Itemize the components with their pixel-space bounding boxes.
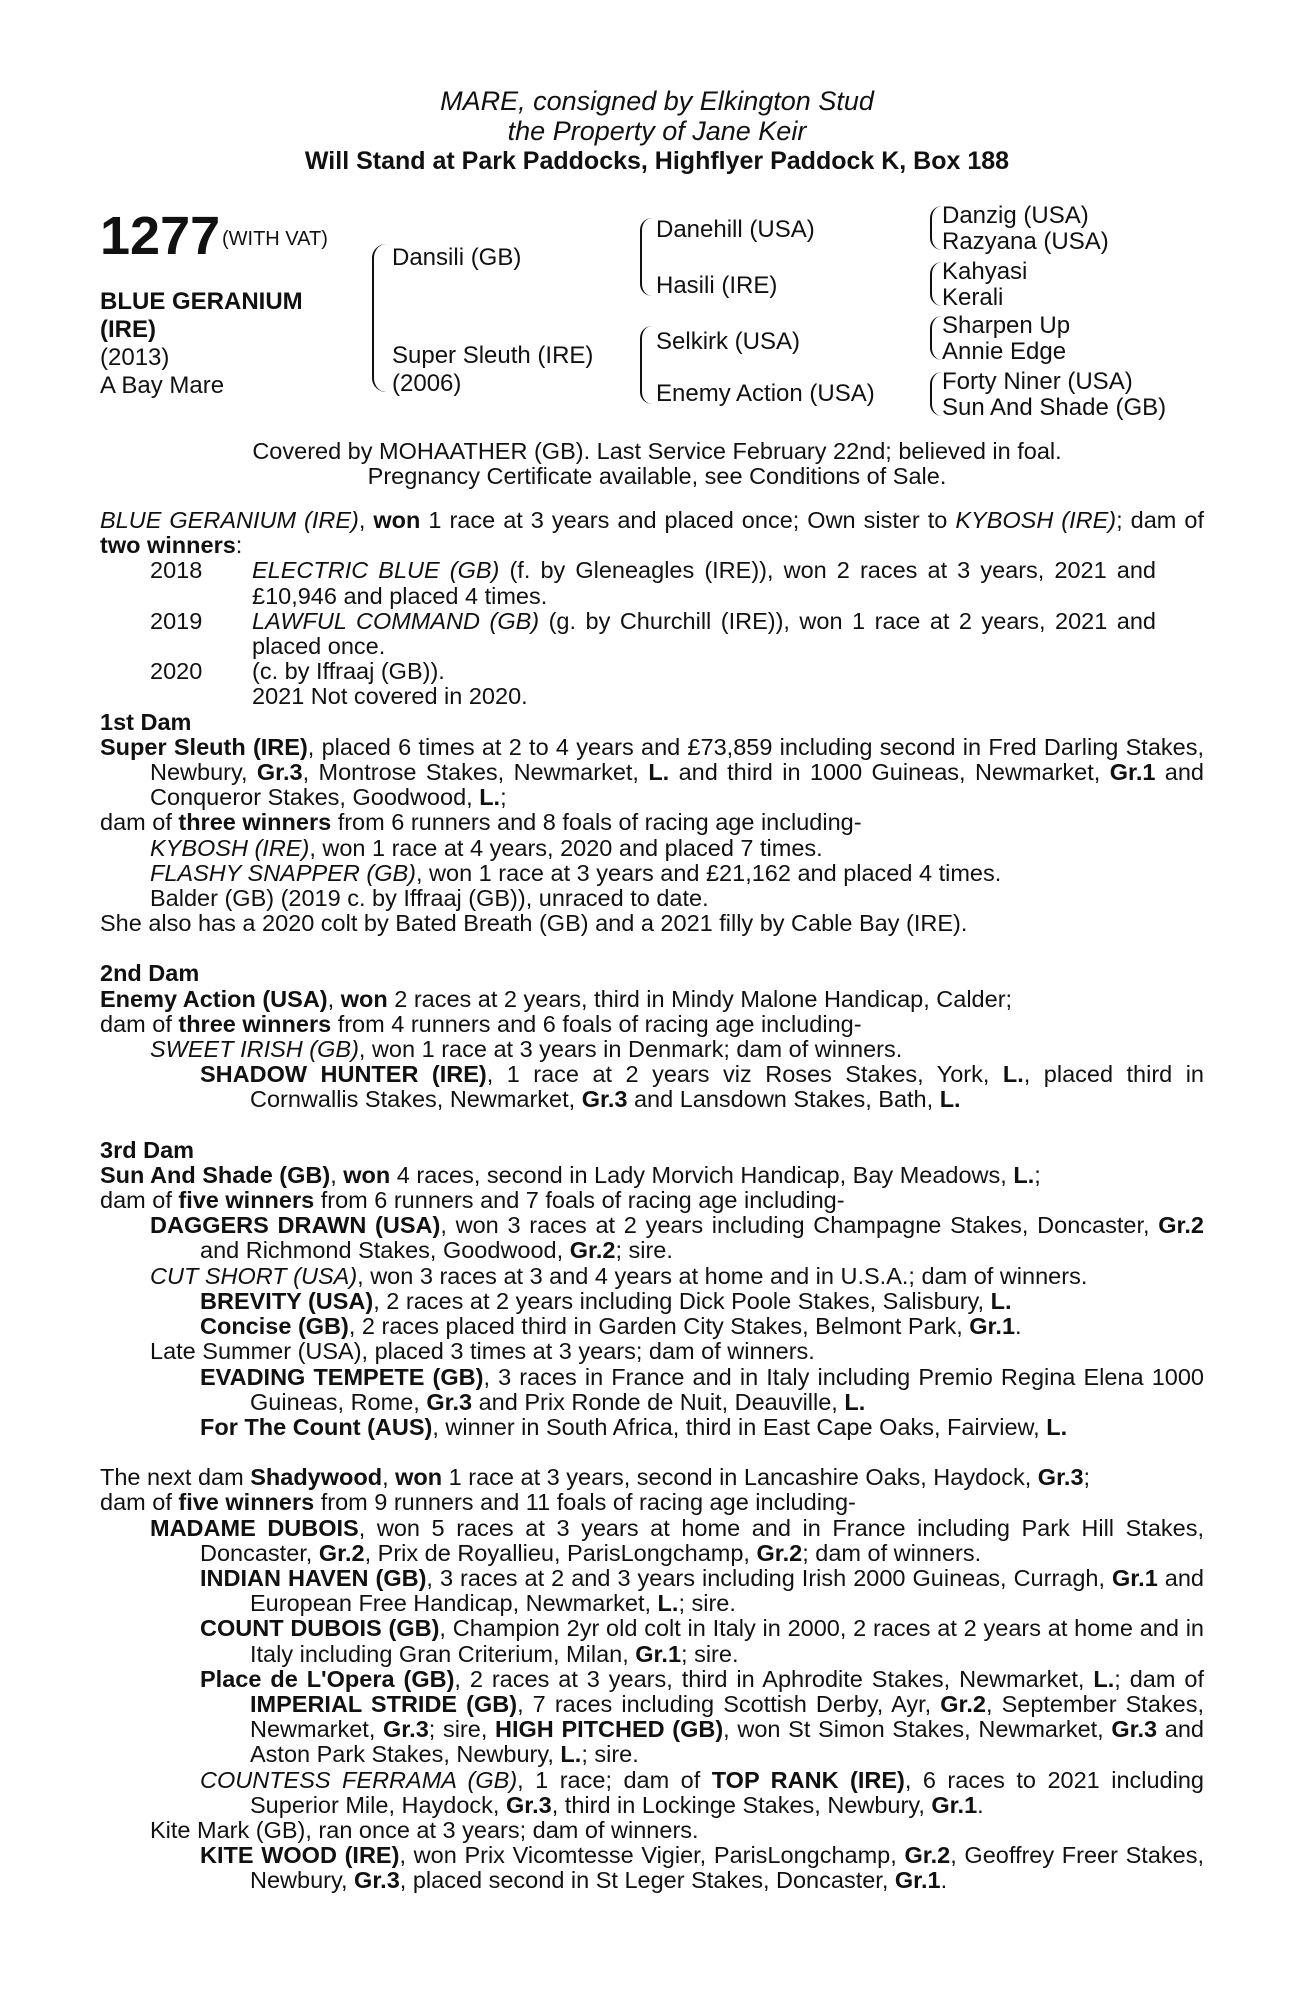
produce-shadow-hunter: SHADOW HUNTER (IRE), 1 race at 2 years viz Roses Stakes, York, L., placed third in Cornwallis Stakes, Newmarket, Gr.3 and Lansdown Stakes, Bath, L. xyxy=(200,1061,1204,1113)
produce-late-summer: Late Summer (USA), placed 3 times at 3 years; dam of winners. xyxy=(150,1338,815,1365)
produce-2019: 2019 LAWFUL COMMAND (GB) (g. by Churchill (IRE)), won 1 race at 2 years, 2021 and placed once. xyxy=(150,607,1156,660)
second-dam-heading: 2nd Dam xyxy=(100,960,200,987)
foaling-year: (2013) xyxy=(100,344,170,371)
produce-countess-ferrama: COUNTESS FERRAMA (GB), 1 race; dam of TOP RANK (IRE), 6 races to 2021 including Superior Mile, Haydock, Gr.3, third in Lockinge Stakes, Newbury, Gr.1. xyxy=(200,1766,1204,1818)
pedigree-g4: Kerali xyxy=(942,284,1004,311)
produce-for-the-count: For The Count (AUS), winner in South Africa, third in East Cape Oaks, Fairview, L. xyxy=(200,1413,1068,1440)
first-dam-produce-summary: dam of three winners from 6 runners and 8 foals of racing age including- xyxy=(100,809,862,836)
produce-kite-wood: KITE WOOD (IRE), won Prix Vicomtesse Vigier, ParisLongchamp, Gr.2, Geoffrey Freer Stakes, Newbury, Gr.3, placed second in St Leger Stakes, Doncaster, Gr.1. xyxy=(200,1842,1204,1894)
produce-flashy-snapper: FLASHY SNAPPER (GB), won 1 race at 3 years and £21,162 and placed 4 times. xyxy=(150,859,1002,886)
pregnancy-line: Pregnancy Certificate available, see Conditions of Sale. xyxy=(367,463,947,489)
vat-label: (WITH VAT) xyxy=(222,228,328,250)
pedigree-dam-year: (2006) xyxy=(392,370,462,397)
pedigree-dam-sire: Selkirk (USA) xyxy=(656,328,801,355)
first-dam-heading: 1st Dam xyxy=(100,708,192,735)
pedigree-sire-dam: Hasili (IRE) xyxy=(656,272,778,299)
produce-2020: 2020 (c. by Iffraaj (GB)). 2021 Not covered in 2020. xyxy=(150,658,528,710)
pedigree-g8: Sun And Shade (GB) xyxy=(942,394,1167,421)
produce-concise: Concise (GB), 2 races placed third in Garden City Stakes, Belmont Park, Gr.1. xyxy=(200,1313,1022,1340)
first-dam-foals: She also has a 2020 colt by Bated Breath (GB) and a 2021 filly by Cable Bay (IRE). xyxy=(100,910,968,937)
pedigree-g1: Danzig (USA) xyxy=(942,202,1089,229)
pedigree-g5: Sharpen Up xyxy=(942,312,1071,339)
horse-description: A Bay Mare xyxy=(100,372,225,399)
pedigree-sire: Dansili (GB) xyxy=(392,244,522,271)
consignor-line: MARE, consigned by Elkington Stud xyxy=(440,86,874,116)
next-dam-produce-summary: dam of five winners from 9 runners and 11 foals of racing age including- xyxy=(100,1489,856,1516)
dam-line-brace xyxy=(640,326,652,404)
next-dam-paragraph: The next dam Shadywood, won 1 race at 3 years, second in Lancashire Oaks, Haydock, Gr.3; xyxy=(100,1464,1091,1491)
horse-name-line1: BLUE GERANIUM xyxy=(100,288,303,315)
produce-sweet-irish: SWEET IRISH (GB), won 1 race at 3 years in Denmark; dam of winners. xyxy=(150,1036,903,1063)
second-dam-paragraph: Enemy Action (USA), won 2 races at 2 years, third in Mindy Malone Handicap, Calder; xyxy=(100,985,1013,1012)
produce-count-dubois: COUNT DUBOIS (GB), Champion 2yr old colt in Italy in 2000, 2 races at 2 years at home and in Italy including Gran Criterium, Milan, Gr.1; sire. xyxy=(200,1615,1204,1667)
third-dam-paragraph: Sun And Shade (GB), won 4 races, second in Lady Morvich Handicap, Bay Meadows, L.; xyxy=(100,1161,1041,1188)
property-line: the Property of Jane Keir xyxy=(507,116,807,146)
produce-evading-tempete: EVADING TEMPETE (GB), 3 races in France and in Italy including Premio Regina Elena 1000 Guineas, Rome, Gr.3 and Prix Ronde de Nuit, Deauville, L. xyxy=(200,1363,1204,1415)
horse-name xyxy=(100,288,303,344)
first-dam-paragraph: Super Sleuth (IRE), placed 6 times at 2 to 4 years and £73,859 including second in Fred Darling Stakes, Newbury, Gr.3, Montrose Stakes, Newmarket, L. and third in 1000 Guineas, Newmarket, Gr.1 and Conqueror Stakes, Goodwood, L.; xyxy=(100,733,1204,811)
produce-kybosh: KYBOSH (IRE), won 1 race at 4 years, 2020 and placed 7 times. xyxy=(150,834,823,861)
produce-madame-dubois: MADAME DUBOIS, won 5 races at 3 years at home and in France including Park Hill Stakes, Doncaster, Gr.2, Prix de Royallieu, ParisLongchamp, Gr.2; dam of winners. xyxy=(150,1514,1204,1566)
pedigree-notes xyxy=(100,508,1204,1894)
pedigree-dam-dam: Enemy Action (USA) xyxy=(656,380,875,407)
sire-line-brace xyxy=(640,218,652,296)
horse-name-line2: (IRE) xyxy=(100,316,156,343)
pedigree-dam: Super Sleuth (IRE) xyxy=(392,342,594,369)
produce-2018: 2018 ELECTRIC BLUE (GB) (f. by Gleneagles (IRE)), won 2 races at 3 years, 2021 and £10,946 and placed 4 times. xyxy=(150,557,1156,609)
g-brace-4 xyxy=(930,372,942,416)
third-dam-heading: 3rd Dam xyxy=(100,1136,195,1163)
second-dam-produce-summary: dam of three winners from 4 runners and 6 foals of racing age including- xyxy=(100,1010,862,1037)
pedigree-g6: Annie Edge xyxy=(942,338,1067,365)
lot-number: 1277 xyxy=(100,206,221,266)
sire-dam-brace xyxy=(372,244,386,392)
pedigree-g3: Kahyasi xyxy=(942,258,1028,285)
location-line: Will Stand at Park Paddocks, Highflyer Paddock K, Box 188 xyxy=(304,147,1010,175)
covered-line: Covered by MOHAATHER (GB). Last Service February 22nd; believed in foal. xyxy=(252,438,1062,464)
pedigree-sire-sire: Danehill (USA) xyxy=(656,216,815,243)
produce-daggers-drawn: DAGGERS DRAWN (USA), won 3 races at 2 years including Champagne Stakes, Doncaster, Gr.2 and Richmond Stakes, Goodwood, Gr.2; sire. xyxy=(150,1212,1204,1264)
produce-indian-haven: INDIAN HAVEN (GB), 3 races at 2 and 3 years including Irish 2000 Guineas, Curragh, Gr.1 and European Free Handicap, Newmarket, L.; sire. xyxy=(200,1564,1204,1617)
produce-brevity: BREVITY (USA), 2 races at 2 years including Dick Poole Stakes, Salisbury, L. xyxy=(200,1287,1012,1314)
pedigree-g2: Razyana (USA) xyxy=(942,228,1109,255)
produce-cut-short: CUT SHORT (USA), won 3 races at 3 and 4 years at home and in U.S.A.; dam of winners. xyxy=(150,1262,1088,1289)
intro-paragraph: BLUE GERANIUM (IRE), won 1 race at 3 years and placed once; Own sister to KYBOSH (IRE); dam of two winners: xyxy=(100,507,1204,559)
g-brace-1 xyxy=(930,206,942,250)
pedigree-g7: Forty Niner (USA) xyxy=(942,368,1133,395)
produce-balder: Balder (GB) (2019 c. by Iffraaj (GB)), unraced to date. xyxy=(150,885,709,912)
third-dam-produce-summary: dam of five winners from 6 runners and 7 foals of racing age including- xyxy=(100,1187,845,1214)
g-brace-3 xyxy=(930,316,942,360)
produce-kite-mark: Kite Mark (GB), ran once at 3 years; dam of winners. xyxy=(150,1816,699,1843)
g-brace-2 xyxy=(930,262,942,306)
produce-place-de-lopera: Place de L'Opera (GB), 2 races at 3 years, third in Aphrodite Stakes, Newmarket, L.; dam of IMPERIAL STRIDE (GB), 7 races including Scottish Derby, Ayr, Gr.2, September Stakes, Newmarket, Gr.3; sire, HIGH PITCHED (GB), won St Simon Stakes, Newmarket, Gr.3 and Aston Park Stakes, Newbury, L.; sire. xyxy=(200,1665,1204,1768)
